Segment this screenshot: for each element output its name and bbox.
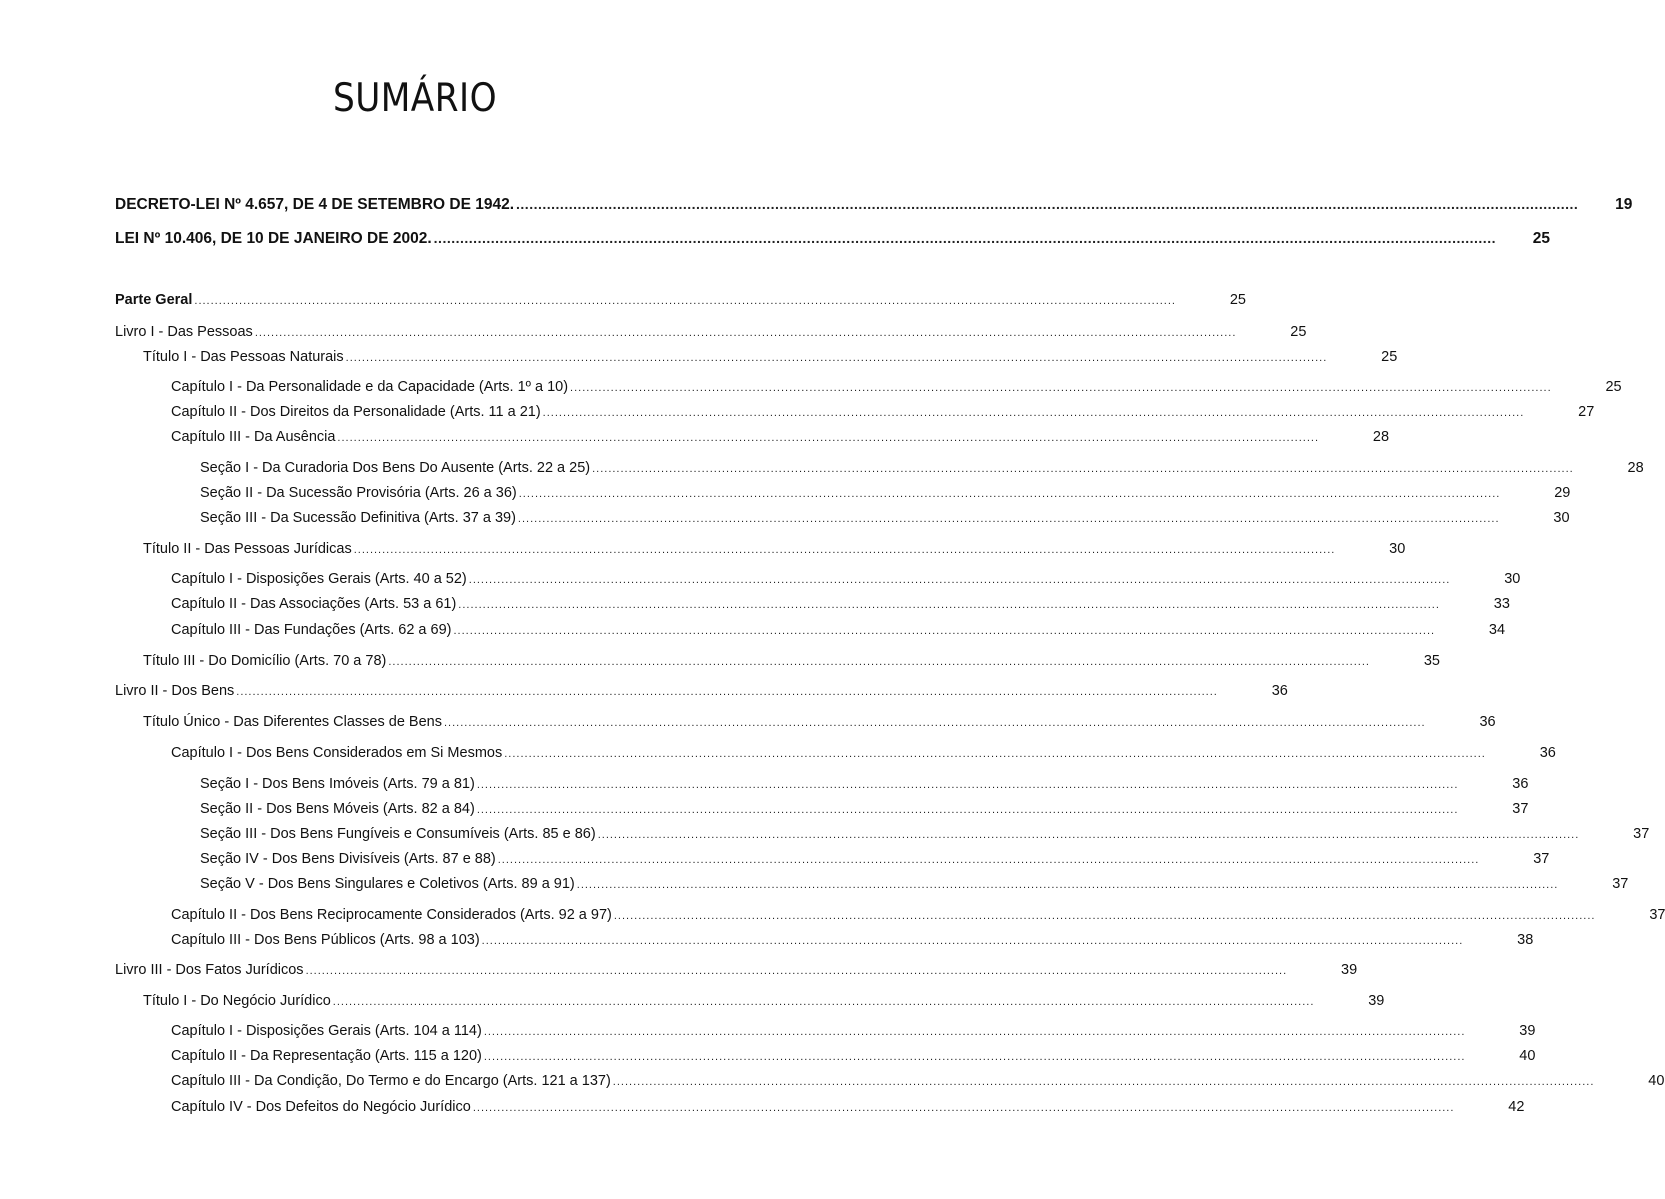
toc-entry-label: Capítulo II - Dos Direitos da Personalidade (Arts. 11 a 21) — [171, 404, 541, 420]
toc-leader-dots: .................................................................................................................................................................................................................................................. — [476, 779, 1459, 791]
toc-entry-page: 25 — [1532, 230, 1550, 247]
toc-leader-dots: .................................................................................................................................................................................................................................................. — [518, 488, 1501, 500]
toc-entry-label: Capítulo II - Das Associações (Arts. 53 a 61) — [171, 596, 457, 612]
toc-entry — [143, 538, 1406, 560]
toc-leader-dots: .................................................................................................................................................................................................................................................. — [337, 432, 1320, 444]
toc-entry-label: DECRETO-LEI Nº 4.657, DE 4 DE SETEMBRO DE 1942. — [115, 196, 515, 213]
toc-entry — [171, 568, 1521, 590]
toc-leader-dots: .................................................................................................................................................................................................................................................. — [472, 1102, 1455, 1114]
page-title: SUMÁRIO — [332, 76, 498, 121]
toc-entry-page: 36 — [1539, 745, 1556, 761]
toc-entry-page: 28 — [1372, 429, 1390, 445]
toc-entry-label: Seção III - Dos Bens Fungíveis e Consumíveis (Arts. 85 e 86) — [200, 826, 596, 842]
toc-leader-dots: .................................................................................................................................................................................................................................................. — [433, 230, 1496, 246]
toc-entry — [171, 426, 1390, 448]
toc-entry-page: 30 — [1553, 510, 1570, 526]
toc-entry-label: Título I - Das Pessoas Naturais — [143, 349, 344, 365]
toc-entry-label: Seção III - Da Sucessão Definitiva (Arts. 37 a 39) — [200, 510, 516, 526]
toc-entry-page: 28 — [1627, 460, 1644, 476]
toc-leader-dots: .................................................................................................................................................................................................................................................. — [444, 717, 1426, 729]
toc-entry-page: 39 — [1341, 962, 1358, 978]
toc-leader-dots: .................................................................................................................................................................................................................................................. — [254, 327, 1237, 339]
toc-entry-page: 39 — [1519, 1023, 1536, 1039]
toc-entry — [200, 848, 1550, 870]
toc-leader-dots: .................................................................................................................................................................................................................................................. — [504, 748, 1486, 760]
toc-entry — [115, 193, 1633, 215]
toc-entry-page: 40 — [1519, 1048, 1536, 1064]
toc-entry-page: 25 — [1605, 379, 1622, 395]
toc-entry-label: Seção IV - Dos Bens Divisíveis (Arts. 87 e 88) — [200, 851, 496, 867]
toc-entry — [171, 1096, 1525, 1118]
toc-entry — [143, 990, 1385, 1012]
toc-entry-label: Título II - Das Pessoas Jurídicas — [143, 541, 352, 557]
toc-entry — [115, 680, 1288, 702]
toc-entry — [115, 959, 1358, 981]
toc-entry-label: Seção I - Da Curadoria Dos Bens Do Ausente (Arts. 22 a 25) — [200, 460, 591, 476]
toc-entry-page: 42 — [1508, 1099, 1525, 1115]
toc-entry — [200, 773, 1529, 795]
toc-entry-page: 29 — [1554, 485, 1571, 501]
toc-entry-page: 37 — [1612, 876, 1629, 892]
toc-entry-page: 38 — [1517, 932, 1534, 948]
toc-entry-page: 25 — [1290, 324, 1307, 340]
toc-entry — [171, 619, 1506, 641]
toc-leader-dots: .................................................................................................................................................................................................................................................. — [483, 1026, 1466, 1038]
toc-leader-dots: .................................................................................................................................................................................................................................................. — [517, 513, 1500, 525]
toc-entry-page: 37 — [1533, 851, 1550, 867]
toc-leader-dots: .................................................................................................................................................................................................................................................. — [516, 196, 1579, 212]
toc-entry-page: 37 — [1649, 907, 1665, 923]
toc-entry-page: 30 — [1504, 571, 1521, 587]
toc-entry-label: LEI Nº 10.406, DE 10 DE JANEIRO DE 2002. — [115, 230, 432, 247]
toc-entry-label: Capítulo I - Disposições Gerais (Arts. 40 a 52) — [171, 571, 467, 587]
toc-entry — [143, 346, 1398, 368]
toc-entry — [171, 929, 1534, 951]
toc-leader-dots: .................................................................................................................................................................................................................................................. — [332, 996, 1315, 1008]
toc-entry-page: 36 — [1271, 683, 1288, 699]
toc-leader-dots: .................................................................................................................................................................................................................................................. — [236, 686, 1218, 698]
toc-leader-dots: .................................................................................................................................................................................................................................................. — [570, 382, 1552, 394]
toc-entry-label: Capítulo III - Dos Bens Públicos (Arts. 98 a 103) — [171, 932, 480, 948]
toc-entry-page: 33 — [1493, 596, 1510, 612]
toc-entry-page: 37 — [1633, 826, 1650, 842]
toc-entry-page: 35 — [1423, 653, 1440, 669]
toc-entry-page: 34 — [1488, 622, 1506, 638]
toc-entry-page: 36 — [1479, 714, 1496, 730]
toc-entry — [200, 457, 1644, 479]
toc-entry — [171, 401, 1595, 423]
toc-entry-label: Livro III - Dos Fatos Jurídicos — [115, 962, 304, 978]
toc-entry-page: 19 — [1615, 196, 1633, 213]
toc-entry — [200, 823, 1650, 845]
toc-entry-page: 39 — [1368, 993, 1385, 1009]
toc-entry-label: Seção I - Dos Bens Imóveis (Arts. 79 a 81) — [200, 776, 475, 792]
toc-entry — [115, 321, 1307, 343]
toc-entry-label: Capítulo I - Da Personalidade e da Capacidade (Arts. 1º a 10) — [171, 379, 569, 395]
toc-entry — [115, 289, 1246, 311]
toc-entry-label: Livro I - Das Pessoas — [115, 324, 253, 340]
toc-entry-page: 40 — [1648, 1073, 1665, 1089]
toc-entry — [171, 1045, 1536, 1067]
toc-leader-dots: .................................................................................................................................................................................................................................................. — [592, 463, 1574, 475]
toc-entry-label: Capítulo III - Das Fundações (Arts. 62 a 69) — [171, 622, 452, 638]
toc-entry-label: Capítulo II - Da Representação (Arts. 115 a 120) — [171, 1048, 482, 1064]
toc-leader-dots: .................................................................................................................................................................................................................................................. — [497, 854, 1480, 866]
toc-entry — [171, 904, 1665, 926]
toc-leader-dots: .................................................................................................................................................................................................................................................. — [194, 295, 1176, 307]
toc-entry-label: Seção II - Da Sucessão Provisória (Arts. 26 a 36) — [200, 485, 517, 501]
toc-entry-page: 27 — [1578, 404, 1595, 420]
toc-leader-dots: .................................................................................................................................................................................................................................................. — [597, 829, 1580, 841]
toc-leader-dots: .................................................................................................................................................................................................................................................. — [483, 1051, 1466, 1063]
toc-entry-label: Título III - Do Domicílio (Arts. 70 a 78) — [143, 653, 387, 669]
toc-leader-dots: .................................................................................................................................................................................................................................................. — [476, 804, 1459, 816]
toc-entry-label: Capítulo III - Da Ausência — [171, 429, 336, 445]
toc-entry-page: 25 — [1229, 292, 1246, 308]
toc-entry-label: Capítulo IV - Dos Defeitos do Negócio Jurídico — [171, 1099, 471, 1115]
toc-entry-page: 30 — [1389, 541, 1406, 557]
toc-entry-label: Capítulo I - Disposições Gerais (Arts. 104 a 114) — [171, 1023, 482, 1039]
toc-leader-dots: .................................................................................................................................................................................................................................................. — [458, 599, 1440, 611]
toc-entry-page: 37 — [1512, 801, 1529, 817]
toc-entry-label: Parte Geral — [115, 292, 193, 308]
toc-leader-dots: .................................................................................................................................................................................................................................................. — [353, 544, 1336, 556]
toc-entry — [143, 711, 1496, 733]
toc-leader-dots: .................................................................................................................................................................................................................................................. — [613, 910, 1596, 922]
toc-entry — [171, 593, 1510, 615]
toc-entry — [200, 482, 1571, 504]
toc-leader-dots: .................................................................................................................................................................................................................................................. — [468, 574, 1451, 586]
toc-leader-dots: .................................................................................................................................................................................................................................................. — [542, 407, 1525, 419]
toc-leader-dots: .................................................................................................................................................................................................................................................. — [453, 625, 1436, 637]
toc-entry — [115, 227, 1550, 249]
toc-entry — [200, 798, 1529, 820]
toc-entry-label: Título Único - Das Diferentes Classes de Bens — [143, 714, 442, 730]
toc-entry-label: Seção II - Dos Bens Móveis (Arts. 82 a 84) — [200, 801, 475, 817]
toc-leader-dots: .................................................................................................................................................................................................................................................. — [388, 656, 1370, 668]
toc-entry — [171, 742, 1556, 764]
toc-entry-label: Livro II - Dos Bens — [115, 683, 235, 699]
toc-entry-page: 25 — [1381, 349, 1398, 365]
toc-entry-page: 36 — [1512, 776, 1529, 792]
toc-leader-dots: .................................................................................................................................................................................................................................................. — [576, 879, 1559, 891]
toc-entry-label: Título I - Do Negócio Jurídico — [143, 993, 331, 1009]
toc-leader-dots: .................................................................................................................................................................................................................................................. — [305, 965, 1288, 977]
toc-leader-dots: .................................................................................................................................................................................................................................................. — [345, 352, 1328, 364]
toc-entry-label: Capítulo I - Dos Bens Considerados em Si Mesmos — [171, 745, 503, 761]
toc-leader-dots: .................................................................................................................................................................................................................................................. — [481, 935, 1464, 947]
toc-entry — [171, 1070, 1665, 1092]
toc-entry-label: Capítulo III - Da Condição, Do Termo e do Encargo (Arts. 121 a 137) — [171, 1073, 611, 1089]
toc-entry — [171, 1020, 1536, 1042]
toc-entry — [200, 507, 1570, 529]
toc-entry-label: Seção V - Dos Bens Singulares e Coletivos (Arts. 89 a 91) — [200, 876, 575, 892]
toc-leader-dots: .................................................................................................................................................................................................................................................. — [612, 1076, 1595, 1088]
toc-entry — [171, 376, 1622, 398]
toc-entry — [143, 650, 1440, 672]
toc-entry-label: Capítulo II - Dos Bens Reciprocamente Considerados (Arts. 92 a 97) — [171, 907, 612, 923]
toc-entry — [200, 873, 1629, 895]
